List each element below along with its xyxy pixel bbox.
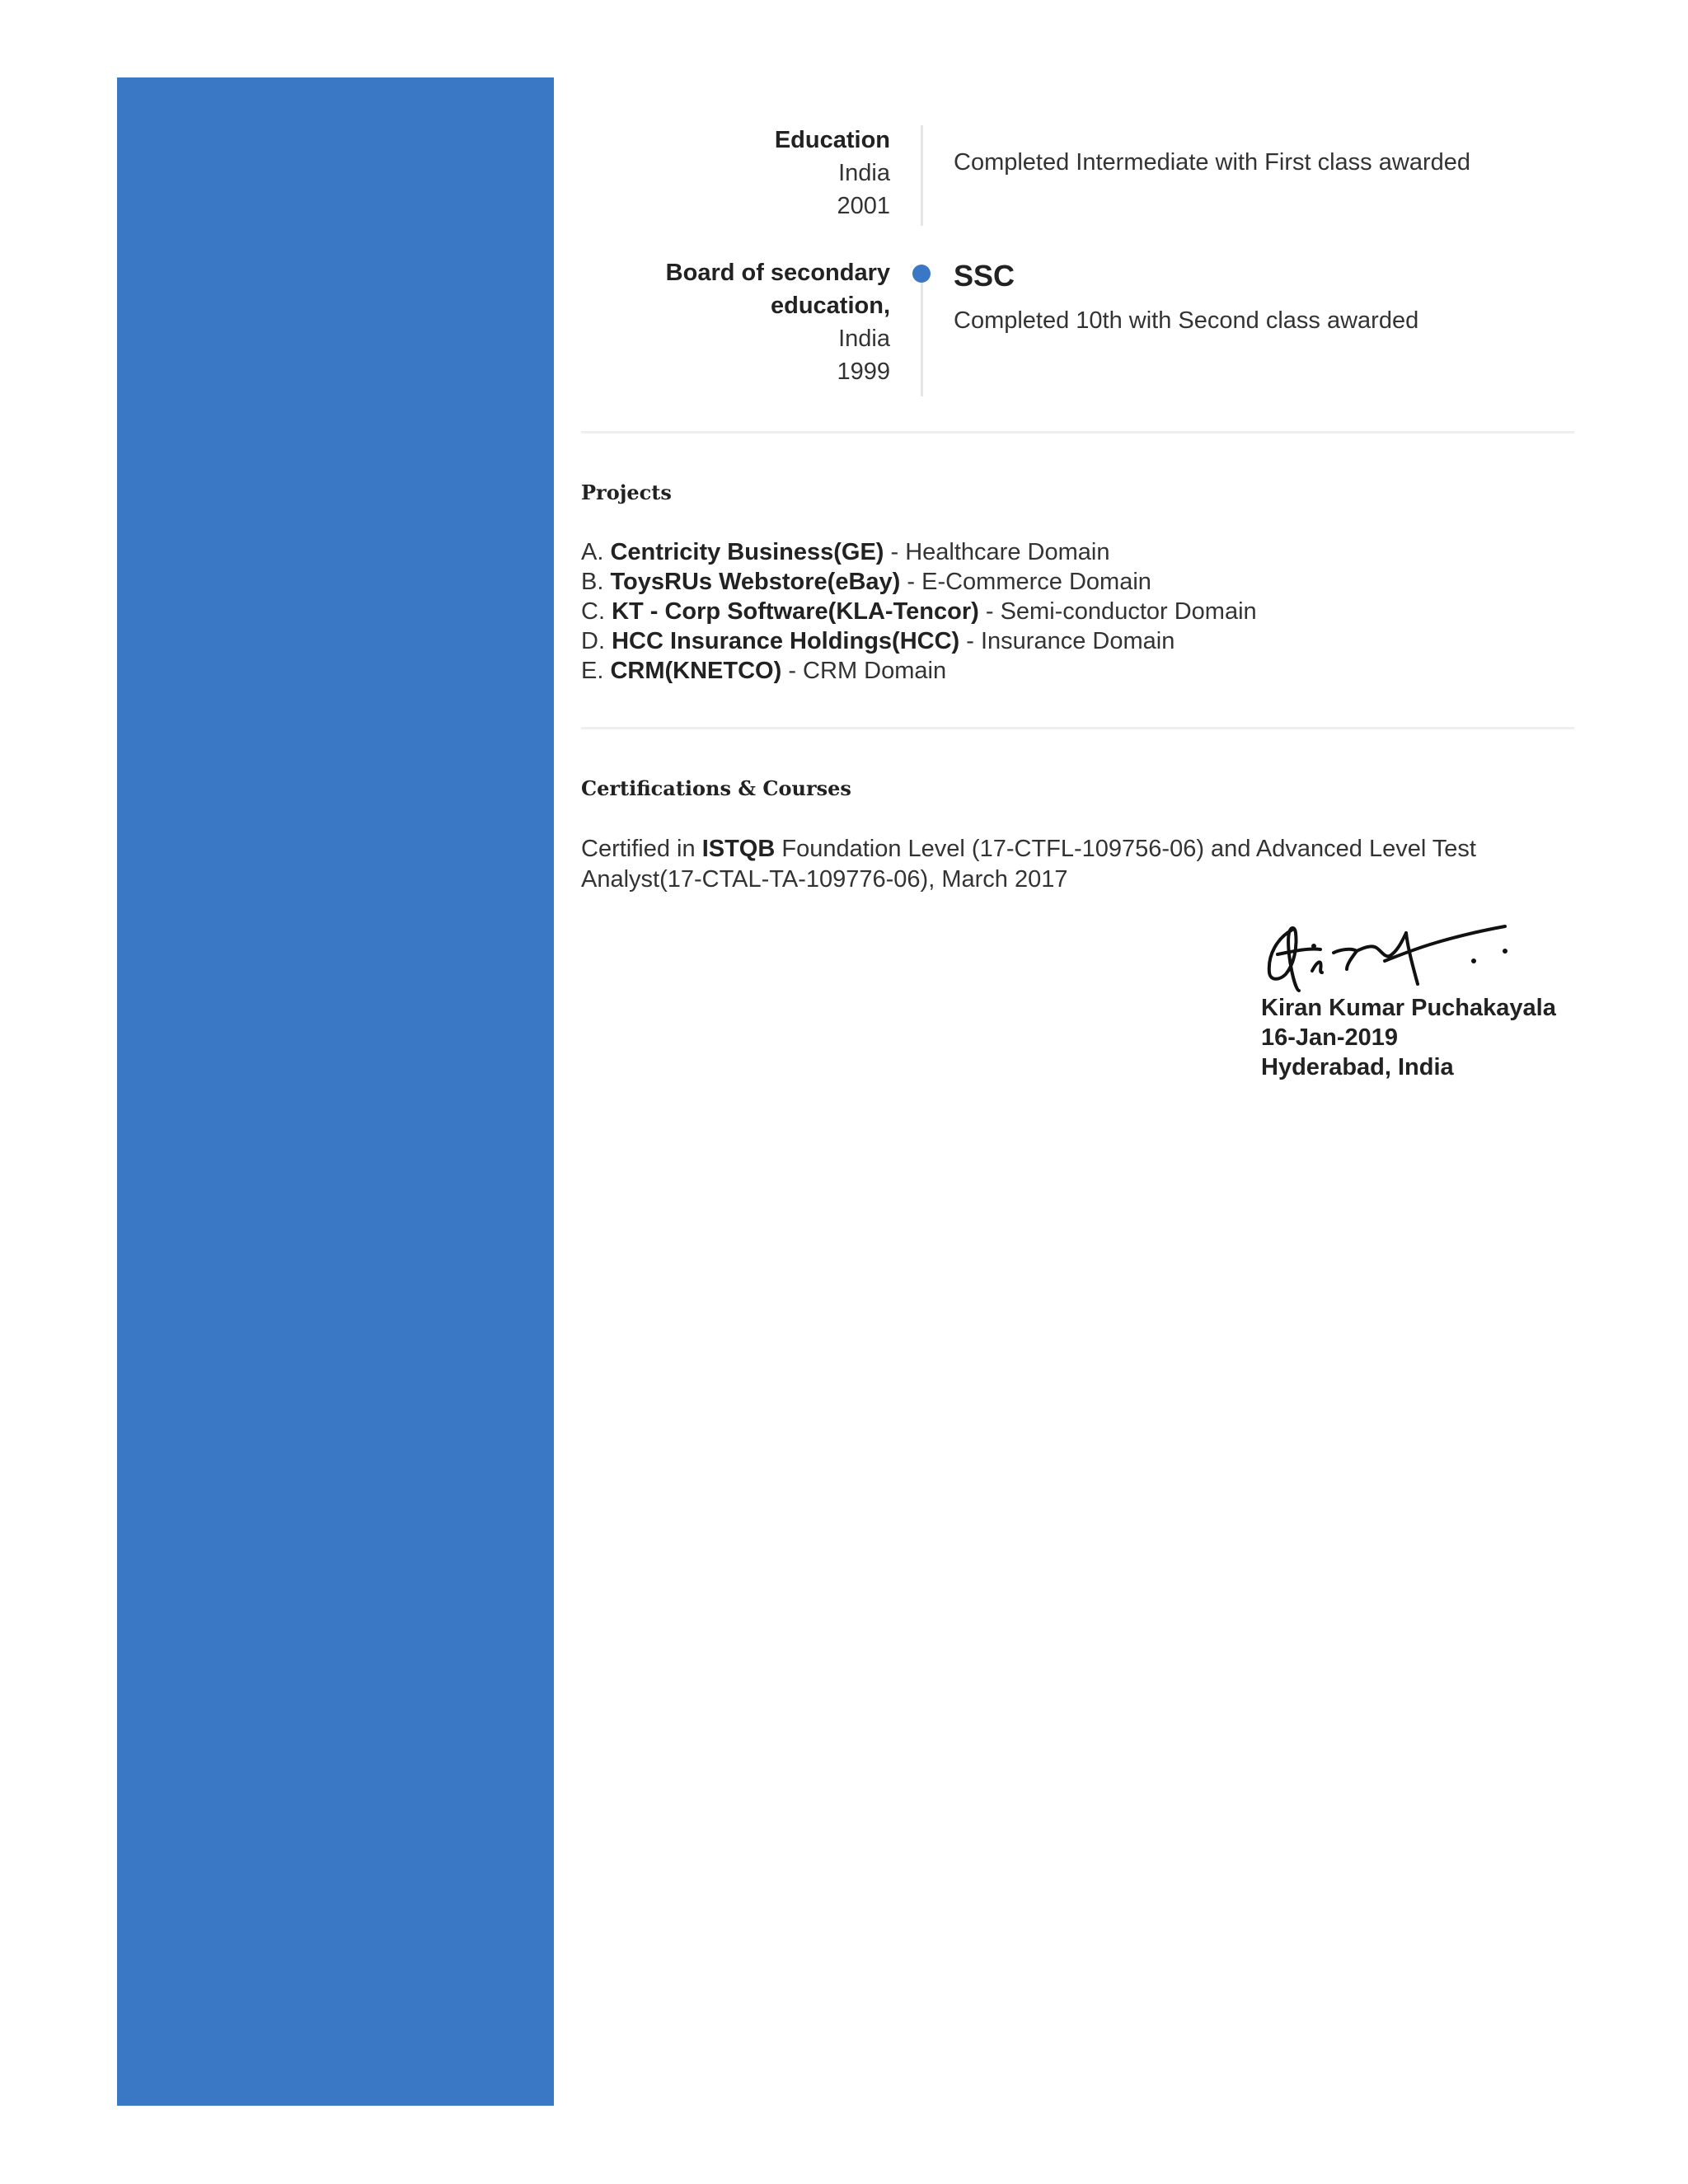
section-divider	[581, 727, 1574, 729]
project-domain: - CRM Domain	[788, 658, 947, 684]
education-year: 2001	[837, 193, 890, 219]
education-details	[954, 258, 1572, 337]
sidebar-accent-panel	[117, 77, 554, 2106]
education-meta	[581, 124, 890, 223]
project-letter: B.	[581, 569, 604, 595]
project-letter: E.	[581, 658, 604, 684]
list-item	[581, 537, 1574, 567]
sign-date: 16-Jan-2019	[1261, 1024, 1399, 1051]
list-item	[581, 567, 1574, 597]
education-location: India	[838, 160, 890, 186]
certification-prefix: Certified in	[581, 836, 696, 862]
projects-heading: Projects	[581, 480, 672, 504]
education-institution: Education	[774, 127, 890, 153]
section-divider	[581, 431, 1574, 434]
certification-highlight: ISTQB	[701, 836, 776, 862]
project-domain: - Insurance Domain	[966, 628, 1175, 654]
education-degree: SSC	[954, 259, 1015, 293]
timeline-line	[921, 265, 923, 396]
project-domain: - Semi-conductor Domain	[985, 598, 1257, 625]
education-details	[954, 146, 1572, 179]
signature-image	[1261, 915, 1517, 993]
certification-text	[581, 834, 1521, 895]
education-year: 1999	[837, 359, 890, 385]
education-description: Completed 10th with Second class awarded	[954, 307, 1419, 334]
project-name: Centricity Business(GE)	[610, 539, 884, 565]
timeline-line	[921, 125, 923, 226]
project-letter: A.	[581, 539, 604, 565]
project-letter: C.	[581, 598, 605, 625]
education-location: India	[838, 326, 890, 352]
sign-place: Hyderabad, India	[1261, 1054, 1454, 1080]
project-letter: D.	[581, 628, 605, 654]
certification-rest: Foundation Level (17-CTFL-109756-06) and Advanced Level Test Analyst(17-CTAL-TA-109776-06), March 2017	[581, 836, 1476, 893]
signature-block	[1261, 915, 1566, 1082]
timeline-dot	[912, 265, 931, 283]
project-name: KT - Corp Software(KLA-Tencor)	[612, 598, 979, 625]
education-institution: Board of secondary education,	[665, 260, 890, 319]
project-domain: - E-Commerce Domain	[907, 569, 1151, 595]
project-name: HCC Insurance Holdings(HCC)	[612, 628, 960, 654]
list-item	[581, 597, 1574, 626]
project-name: CRM(KNETCO)	[610, 658, 782, 684]
project-name: ToysRUs Webstore(eBay)	[610, 569, 901, 595]
education-meta	[581, 256, 890, 388]
list-item	[581, 626, 1574, 656]
certifications-heading: Certifications & Courses	[581, 776, 851, 800]
projects-list	[581, 537, 1574, 686]
project-domain: - Healthcare Domain	[890, 539, 1110, 565]
education-description: Completed Intermediate with First class awarded	[954, 149, 1470, 176]
list-item	[581, 656, 1574, 686]
signer-name: Kiran Kumar Puchakayala	[1261, 995, 1556, 1021]
